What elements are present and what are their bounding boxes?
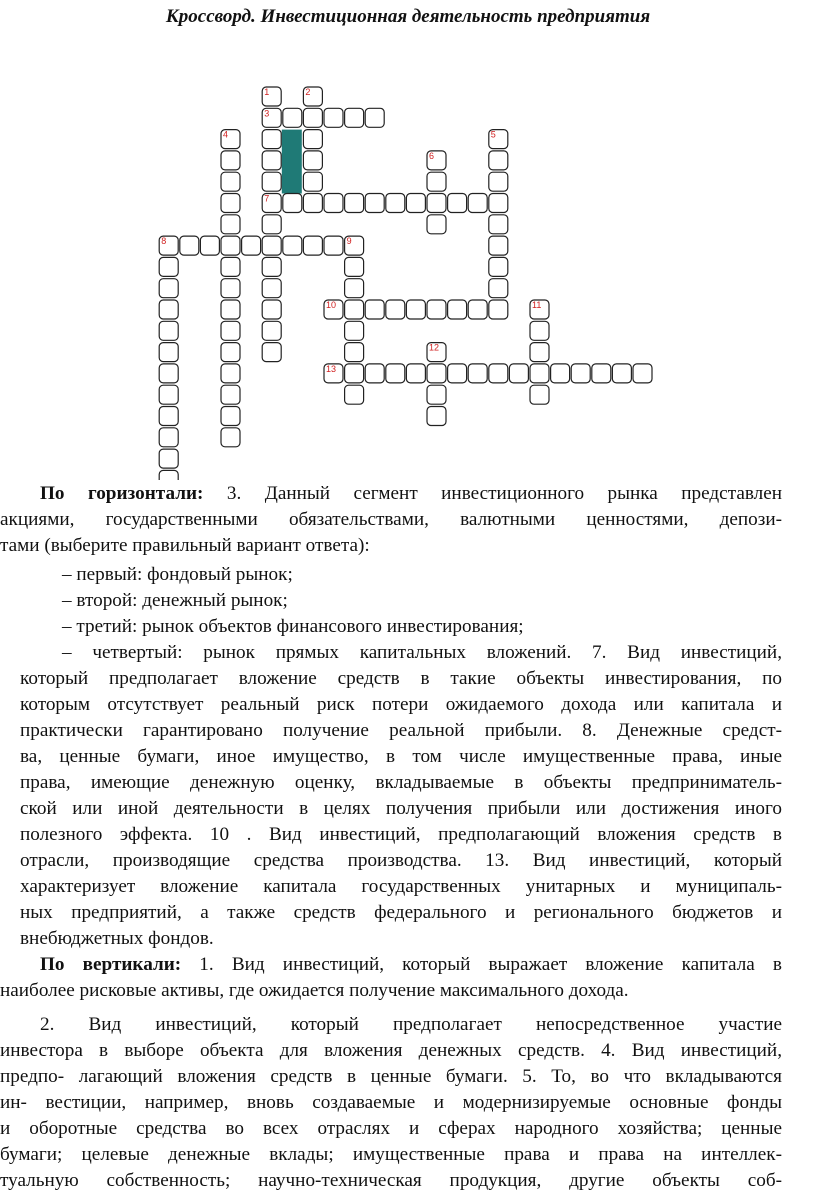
grid-cell[interactable] xyxy=(303,194,322,213)
down-rest xyxy=(0,1012,782,1194)
shaded-column xyxy=(282,130,302,194)
grid-cell[interactable] xyxy=(489,257,508,276)
across-cont-9: ных предприятий, а также средств федерального и регионального бюджетов и xyxy=(20,902,782,923)
grid-cell[interactable] xyxy=(427,300,446,319)
grid-cell[interactable] xyxy=(303,151,322,170)
grid-cell[interactable] xyxy=(324,108,343,127)
across-line-1: акциями, государственными обязательствами, валютными ценностями, депози- xyxy=(0,509,782,530)
grid-cell[interactable] xyxy=(283,194,302,213)
across-cont-4: права, имеющие денежную оценку, вкладываемые в объекты предприниматель- xyxy=(20,772,782,793)
options xyxy=(62,562,782,666)
clue-number: 4 xyxy=(223,129,229,140)
grid-cell[interactable] xyxy=(489,172,508,191)
grid-cell[interactable] xyxy=(530,385,549,404)
option-4: – четвертый: рынок прямых капитальных вложений. 7. Вид инвестиций, xyxy=(62,642,782,663)
clue-number: 7 xyxy=(264,193,270,204)
grid-cell[interactable] xyxy=(489,279,508,298)
grid-cell[interactable] xyxy=(159,428,178,447)
grid-cell[interactable] xyxy=(221,321,240,340)
grid-cell[interactable] xyxy=(448,300,467,319)
grid-cell[interactable] xyxy=(221,215,240,234)
clue-number: 1 xyxy=(264,87,270,97)
down-rest-2: предпо- лагающий вложения средств в ценные бумаги. 5. То, во что вкладываются xyxy=(0,1066,782,1087)
grid-cell[interactable] xyxy=(303,172,322,191)
grid-cell[interactable] xyxy=(221,407,240,426)
grid-cell[interactable] xyxy=(551,364,570,383)
grid-cell[interactable] xyxy=(386,364,405,383)
grid-cell[interactable] xyxy=(345,364,364,383)
grid-cell[interactable] xyxy=(262,257,281,276)
clue-number: 12 xyxy=(429,342,440,353)
grid-cell[interactable] xyxy=(324,236,343,255)
grid-cell[interactable] xyxy=(345,385,364,404)
grid-cell[interactable] xyxy=(159,449,178,468)
grid-cell[interactable] xyxy=(612,364,631,383)
grid-cell[interactable] xyxy=(509,364,528,383)
grid-cell[interactable] xyxy=(221,428,240,447)
grid-cell[interactable] xyxy=(262,236,281,255)
grid-cell[interactable] xyxy=(365,364,384,383)
grid-cell[interactable] xyxy=(530,343,549,362)
down-heading: По вертикали: xyxy=(40,954,182,975)
option-3: – третий: рынок объектов финансового инвестирования; xyxy=(62,616,524,637)
grid-cell[interactable] xyxy=(159,343,178,362)
crossword-grid xyxy=(0,0,816,480)
grid-cell[interactable] xyxy=(468,300,487,319)
clue-number: 5 xyxy=(490,129,496,140)
grid-cell[interactable] xyxy=(427,172,446,191)
across-block xyxy=(0,481,782,559)
clue-number: 9 xyxy=(346,236,352,247)
down-rest-5: бумаги; целевые денежные вклады; имущественные права и права на интеллек- xyxy=(0,1144,782,1165)
grid-cell[interactable] xyxy=(303,130,322,149)
grid-cell[interactable] xyxy=(221,364,240,383)
grid-cell[interactable] xyxy=(262,130,281,149)
option-1: – первый: фондовый рынок; xyxy=(62,564,293,585)
grid-cell[interactable] xyxy=(159,321,178,340)
across-line-2: тами (выберите правильный вариант ответа): xyxy=(0,535,370,556)
grid-cell[interactable] xyxy=(448,194,467,213)
grid-cell[interactable] xyxy=(468,194,487,213)
grid-cell[interactable] xyxy=(345,257,364,276)
grid-cell[interactable] xyxy=(345,343,364,362)
grid-cell[interactable] xyxy=(262,300,281,319)
across-cont xyxy=(20,666,782,952)
grid-cell[interactable] xyxy=(242,236,261,255)
grid-cell[interactable] xyxy=(221,343,240,362)
across-cont-8: характеризует вложение капитала государственных унитарных и муниципаль- xyxy=(20,876,782,897)
grid-cell[interactable] xyxy=(489,300,508,319)
across-cont-3: ва, ценные бумаги, иное имущество, в том числе имущественные права, иные xyxy=(20,746,782,767)
down-rest-1: инвестора в выборе объекта для вложения денежных средств. 4. Вид инвестиций, xyxy=(0,1040,782,1061)
grid-cell[interactable] xyxy=(345,300,364,319)
clue-number: 3 xyxy=(264,108,270,119)
clue-number: 2 xyxy=(305,87,311,97)
down-block xyxy=(0,952,782,1004)
grid-cell[interactable] xyxy=(221,172,240,191)
across-cont-2: практически гарантировано получение реальной прибыли. 8. Денежные средст- xyxy=(20,720,782,741)
across-line-0: По горизонтали: 3. Данный сегмент инвестиционного рынка представлен xyxy=(40,483,782,504)
grid-cell[interactable] xyxy=(386,194,405,213)
grid-cell[interactable] xyxy=(345,279,364,298)
grid-cell[interactable] xyxy=(489,364,508,383)
grid-cell[interactable] xyxy=(530,321,549,340)
down-line-1: наиболее рисковые активы, где ожидается получение максимального дохода. xyxy=(0,980,629,1001)
grid-cell[interactable] xyxy=(324,194,343,213)
across-heading: По горизонтали: xyxy=(40,483,204,504)
grid-cell[interactable] xyxy=(592,364,611,383)
grid-cell[interactable] xyxy=(489,215,508,234)
grid-cell[interactable] xyxy=(633,364,652,383)
clue-number: 11 xyxy=(532,300,542,310)
grid-cell[interactable] xyxy=(365,194,384,213)
down-line-0: По вертикали: 1. Вид инвестиций, который выражает вложение капитала в xyxy=(40,954,782,975)
grid-cell[interactable] xyxy=(345,108,364,127)
grid-cell[interactable] xyxy=(200,236,219,255)
grid-cell[interactable] xyxy=(221,300,240,319)
grid-cell[interactable] xyxy=(159,279,178,298)
grid-cell[interactable] xyxy=(221,279,240,298)
grid-cell[interactable] xyxy=(283,108,302,127)
across-cont-0: который предполагает вложение средств в такие объекты инвестирования, по xyxy=(20,668,782,689)
grid-cell[interactable] xyxy=(427,407,446,426)
clue-number: 13 xyxy=(326,363,337,374)
grid-cell[interactable] xyxy=(221,236,240,255)
clue-number: 10 xyxy=(326,300,337,310)
grid-cell[interactable] xyxy=(489,236,508,255)
grid-cell[interactable] xyxy=(159,385,178,404)
grid-cell[interactable] xyxy=(221,385,240,404)
grid-cell[interactable] xyxy=(468,364,487,383)
grid-cell[interactable] xyxy=(489,194,508,213)
down-rest-3: ин- вестиции, например, вновь создаваемые и модернизируемые основные фонды xyxy=(0,1092,782,1113)
grid-cell[interactable] xyxy=(262,321,281,340)
grid-cell[interactable] xyxy=(427,215,446,234)
down-rest-6: туальную собственность; научно-техническая продукция, другие объекты соб- xyxy=(0,1170,782,1191)
page-title: Кроссворд. Инвестиционная деятельность предприятия xyxy=(165,6,651,27)
grid-cell[interactable] xyxy=(159,257,178,276)
grid-cell[interactable] xyxy=(221,194,240,213)
grid-cell[interactable] xyxy=(262,151,281,170)
grid-cell[interactable] xyxy=(427,194,446,213)
grid-cell[interactable] xyxy=(386,300,405,319)
grid-cell[interactable] xyxy=(406,364,425,383)
option-2: – второй: денежный рынок; xyxy=(62,590,288,611)
grid-cell[interactable] xyxy=(530,364,549,383)
grid-cell[interactable] xyxy=(303,236,322,255)
clue-number: 8 xyxy=(161,236,167,247)
grid-cell[interactable] xyxy=(262,215,281,234)
grid-cell[interactable] xyxy=(448,364,467,383)
across-cont-5: ской или иной деятельности в целях получения прибыли или достижения иного xyxy=(20,798,782,819)
grid-cell[interactable] xyxy=(262,279,281,298)
across-cont-1: которым отсутствует реальный риск потери ожидаемого дохода или капитала и xyxy=(20,694,782,715)
down-rest-4: и оборотные средства во всех отраслях и сферах народного хозяйства; ценные xyxy=(0,1118,782,1139)
grid-cell[interactable] xyxy=(489,151,508,170)
grid-cell[interactable] xyxy=(221,257,240,276)
grid-cell[interactable] xyxy=(365,108,384,127)
grid-cell[interactable] xyxy=(180,236,199,255)
grid-cell[interactable] xyxy=(159,407,178,426)
grid-cell[interactable] xyxy=(345,321,364,340)
down-rest-0: 2. Вид инвестиций, который предполагает непосредственное участие xyxy=(40,1014,782,1035)
grid-cell[interactable] xyxy=(303,108,322,127)
across-cont-7: отрасли, производящие средства производства. 13. Вид инвестиций, который xyxy=(20,850,782,871)
grid-cell[interactable] xyxy=(159,364,178,383)
grid-cell[interactable] xyxy=(283,236,302,255)
clue-number: 6 xyxy=(429,150,435,161)
across-cont-6: полезного эффекта. 10 . Вид инвестиций, предполагающий вложения средств в xyxy=(20,824,782,845)
grid-cell[interactable] xyxy=(406,194,425,213)
grid-cell[interactable] xyxy=(221,151,240,170)
grid-cell[interactable] xyxy=(262,343,281,362)
grid-cell[interactable] xyxy=(159,300,178,319)
grid-cell[interactable] xyxy=(571,364,590,383)
grid-cell[interactable] xyxy=(345,194,364,213)
grid-cell[interactable] xyxy=(262,172,281,191)
grid-cell[interactable] xyxy=(159,470,178,480)
grid-cell[interactable] xyxy=(365,300,384,319)
across-cont-10: внебюджетных фондов. xyxy=(20,928,214,949)
grid-cell[interactable] xyxy=(406,300,425,319)
grid-cell[interactable] xyxy=(427,364,446,383)
grid-cell[interactable] xyxy=(427,385,446,404)
